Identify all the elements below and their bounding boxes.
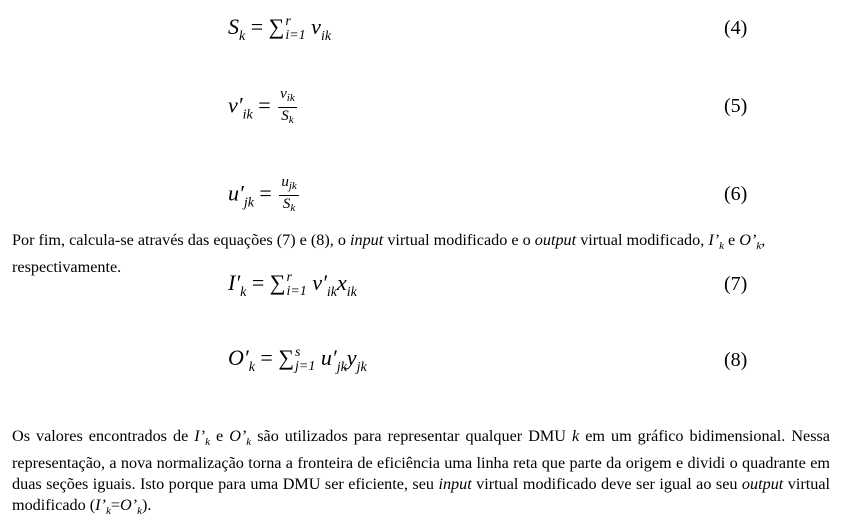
paragraph-1 bbox=[12, 230, 830, 278]
eq7-lhs-sub: k bbox=[240, 285, 247, 300]
eq6-den: S bbox=[282, 196, 291, 212]
eq7-term1-sub: ik bbox=[326, 285, 337, 300]
p2-text-k: virtual modificado ( bbox=[12, 475, 830, 515]
eq4-rhs: v bbox=[311, 14, 321, 39]
p2-text-c: e bbox=[209, 427, 230, 445]
p1-O-sub: k bbox=[756, 240, 762, 253]
eq4-limits bbox=[285, 15, 305, 43]
p2-equals: = bbox=[110, 496, 120, 515]
eq5-num: v bbox=[280, 86, 287, 102]
p1-input-italic: input bbox=[350, 231, 384, 249]
equation-5 bbox=[228, 86, 297, 129]
eq4-lhs-sub: k bbox=[239, 29, 246, 44]
equation-6 bbox=[228, 174, 299, 217]
eq8-term1: u′ bbox=[320, 345, 337, 370]
p2-text-a: Os valores encontrados de bbox=[12, 427, 195, 445]
eq5-den: S bbox=[281, 108, 289, 124]
eq7-lower: i=1 bbox=[286, 283, 307, 299]
p2-I-prime: I’ bbox=[194, 427, 206, 445]
eq5-num-sub: ik bbox=[286, 92, 295, 104]
eq8-limits bbox=[295, 346, 315, 374]
eq8-lower: j=1 bbox=[295, 358, 316, 374]
equation-6-number: (6) bbox=[724, 183, 748, 205]
eq5-lhs: v′ bbox=[228, 92, 243, 118]
eq6-equals: = bbox=[259, 180, 272, 206]
p1-text-g: e bbox=[724, 231, 740, 249]
eq8-lhs: O′ bbox=[228, 345, 249, 370]
p1-I-sub: k bbox=[719, 240, 724, 253]
eq4-sum: ∑ bbox=[268, 14, 285, 39]
p1-text-i: , respectivamente. bbox=[12, 231, 766, 277]
p1-I-prime: I’ bbox=[708, 231, 720, 249]
p2-text-e: são utilizados para representar qualquer DMU bbox=[251, 427, 572, 445]
equation-5-number: (5) bbox=[724, 95, 748, 117]
p2-input-italic: input bbox=[438, 475, 472, 494]
p1-output-italic: output bbox=[534, 231, 577, 249]
p2-text-o: ). bbox=[141, 496, 152, 515]
p1-O-prime: O’ bbox=[739, 231, 757, 249]
eq4-lhs: S bbox=[228, 14, 239, 39]
p2-I-prime-2: I’ bbox=[95, 496, 106, 515]
eq7-equals: = bbox=[251, 270, 265, 295]
eq4-upper: r bbox=[285, 13, 291, 29]
eq8-sum: ∑ bbox=[278, 345, 295, 370]
p2-text-g: em um gráfico bidimensional. Nessa representação, a nova normalização torna a fronteira de eficiência uma linha reta que parte da origem e dividi o quadrante em duas seções iguais. Isto porque para uma DMU ser eficiente, seu bbox=[12, 427, 830, 494]
p1-text-e: virtual modificado, bbox=[576, 231, 709, 249]
eq8-term1-sub: jk bbox=[336, 360, 347, 375]
eq8-lhs-sub: k bbox=[248, 360, 255, 375]
eq5-lhs-sub: ik bbox=[242, 107, 253, 123]
eq4-rhs-sub: ik bbox=[320, 29, 332, 44]
eq5-fraction bbox=[278, 86, 297, 129]
p1-text-a: Por fim, calcula-se através das equações (7) e (8), o bbox=[12, 231, 350, 249]
equation-8-number: (8) bbox=[724, 349, 748, 371]
p2-I-sub: k bbox=[205, 436, 210, 449]
eq8-upper: s bbox=[295, 344, 301, 360]
p2-I-sub-2: k bbox=[105, 505, 111, 518]
eq8-term2-sub: jk bbox=[356, 360, 367, 375]
eq7-term2: x bbox=[337, 270, 347, 295]
eq4-equals: = bbox=[250, 14, 264, 39]
eq6-lhs: u′ bbox=[228, 180, 244, 206]
p2-text-i: virtual modificado deve ser igual ao seu bbox=[471, 475, 742, 494]
eq6-num-sub: jk bbox=[288, 180, 297, 192]
eq5-den-sub: k bbox=[288, 114, 294, 126]
equation-4 bbox=[228, 14, 331, 45]
paragraph-2 bbox=[12, 426, 830, 522]
eq7-lhs: I′ bbox=[228, 270, 241, 295]
eq6-fraction bbox=[279, 174, 298, 217]
p2-O-sub: k bbox=[246, 436, 252, 449]
eq7-term1: v′ bbox=[312, 270, 327, 295]
p2-O-sub-2: k bbox=[137, 505, 142, 518]
eq8-equals: = bbox=[260, 345, 273, 370]
p2-O-prime: O’ bbox=[229, 427, 247, 445]
equation-4-number: (4) bbox=[724, 17, 748, 39]
equation-7-number: (7) bbox=[724, 273, 748, 295]
eq6-lhs-sub: jk bbox=[243, 195, 254, 211]
eq7-limits bbox=[286, 271, 306, 299]
eq7-sum: ∑ bbox=[269, 270, 286, 295]
eq7-term2-sub: ik bbox=[346, 285, 357, 300]
eq6-num: u bbox=[281, 174, 289, 190]
p2-O-prime-2: O’ bbox=[119, 496, 138, 515]
equation-7 bbox=[228, 270, 357, 301]
p2-output-italic: output bbox=[741, 475, 784, 494]
eq5-equals: = bbox=[258, 92, 271, 118]
p1-text-c: virtual modificado e o bbox=[383, 231, 535, 249]
p2-k-italic: k bbox=[571, 427, 580, 445]
equation-8 bbox=[228, 345, 367, 376]
eq8-term2: y bbox=[346, 345, 357, 370]
eq7-upper: r bbox=[286, 269, 292, 285]
eq6-den-sub: k bbox=[290, 202, 296, 214]
eq4-lower: i=1 bbox=[285, 27, 306, 43]
